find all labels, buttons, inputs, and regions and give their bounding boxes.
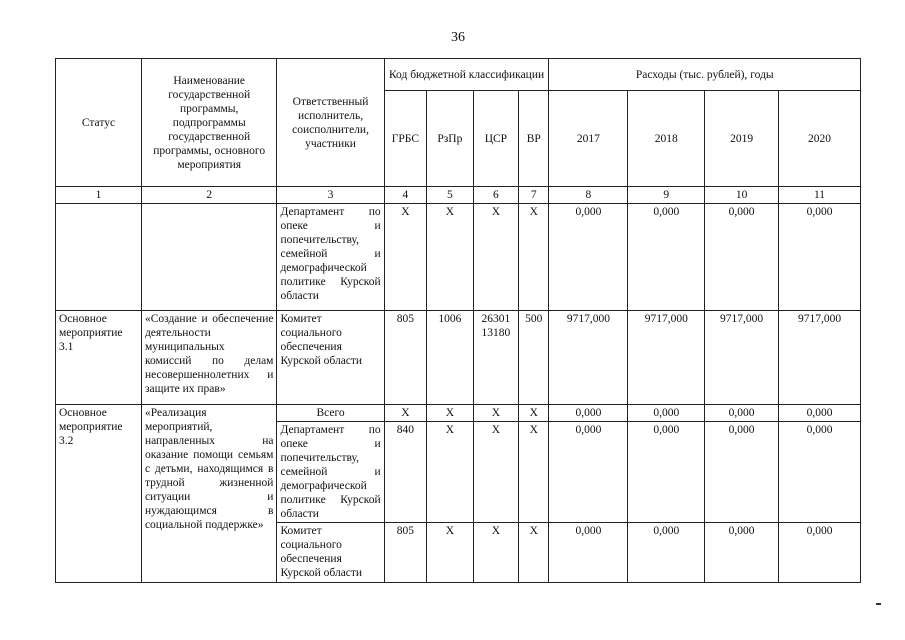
value-2019: 0,000 xyxy=(705,523,779,583)
responsible-cell: Всего xyxy=(277,405,384,422)
header-grbs: ГРБС xyxy=(384,91,426,187)
col-number: 4 xyxy=(384,187,426,204)
header-rzpr: РзПр xyxy=(427,91,474,187)
table-row xyxy=(56,311,861,405)
header-vr: ВР xyxy=(519,91,549,187)
col-number: 6 xyxy=(473,187,519,204)
vr-cell: Х xyxy=(519,523,549,583)
value-2020: 0,000 xyxy=(779,204,861,311)
header-year-2019: 2019 xyxy=(705,91,779,187)
col-number: 2 xyxy=(141,187,277,204)
responsible-cell: Комитет социального обеспечения Курской области xyxy=(277,523,384,583)
value-2018: 9717,000 xyxy=(628,311,705,405)
header-budget-code: Код бюджетной классификации xyxy=(384,59,549,91)
responsible-cell: Департамент по опеке и попечительству, семейной и демографической политике Курской области xyxy=(277,204,384,311)
name-cell: «Реализация мероприятий, направленных на оказание помощи семьям с детьми, находящимся в трудной жизненной ситуации и нуждающимся в социальной поддержке» xyxy=(141,405,277,583)
header-responsible: Ответственный исполнитель, соисполнители, участники xyxy=(277,59,384,187)
col-number: 9 xyxy=(628,187,705,204)
grbs-cell: 805 xyxy=(384,523,426,583)
col-number: 3 xyxy=(277,187,384,204)
value-2017: 0,000 xyxy=(549,405,628,422)
col-number: 1 xyxy=(56,187,142,204)
budget-table xyxy=(55,58,861,583)
value-2017: 0,000 xyxy=(549,422,628,523)
header-expenses: Расходы (тыс. рублей), годы xyxy=(549,59,861,91)
header-name: Наименование государственной программы, подпрограммы государственной программы, основного мероприятия xyxy=(141,59,277,187)
value-2017: 9717,000 xyxy=(549,311,628,405)
value-2018: 0,000 xyxy=(628,422,705,523)
rzpr-cell: Х xyxy=(427,422,474,523)
col-number: 7 xyxy=(519,187,549,204)
page-number: 36 xyxy=(451,30,465,45)
responsible-cell: Департамент по опеке и попечительству, семейной и демографической политике Курской области xyxy=(277,422,384,523)
header-status: Статус xyxy=(56,59,142,187)
value-2019: 9717,000 xyxy=(705,311,779,405)
csr-line-1: 26301 xyxy=(481,313,511,325)
value-2019: 0,000 xyxy=(705,405,779,422)
header-year-2020: 2020 xyxy=(779,91,861,187)
csr-cell: Х xyxy=(473,405,519,422)
value-2020: 0,000 xyxy=(779,405,861,422)
col-number: 11 xyxy=(779,187,861,204)
value-2018: 0,000 xyxy=(628,523,705,583)
value-2019: 0,000 xyxy=(705,204,779,311)
vr-cell: Х xyxy=(519,405,549,422)
col-number: 10 xyxy=(705,187,779,204)
csr-cell: Х xyxy=(473,422,519,523)
column-numbers-row xyxy=(56,187,861,204)
grbs-cell: 840 xyxy=(384,422,426,523)
csr-cell: Х xyxy=(473,204,519,311)
header-year-2017: 2017 xyxy=(549,91,628,187)
csr-line-2: 13180 xyxy=(481,327,511,339)
grbs-cell: 805 xyxy=(384,311,426,405)
value-2018: 0,000 xyxy=(628,405,705,422)
header-year-2018: 2018 xyxy=(628,91,705,187)
name-cell: «Создание и обеспечение деятельности муниципальных комиссий по делам несовершеннолетних и защите их прав» xyxy=(141,311,277,405)
header-csr: ЦСР xyxy=(473,91,519,187)
name-cell xyxy=(141,204,277,311)
grbs-cell: Х xyxy=(384,204,426,311)
col-number: 5 xyxy=(427,187,474,204)
status-cell xyxy=(56,204,142,311)
scan-mark xyxy=(876,603,881,605)
status-cell: Основное мероприятие 3.1 xyxy=(56,311,142,405)
rzpr-cell: 1006 xyxy=(427,311,474,405)
value-2018: 0,000 xyxy=(628,204,705,311)
header-row-1 xyxy=(56,59,861,91)
value-2020: 0,000 xyxy=(779,422,861,523)
rzpr-cell: Х xyxy=(427,523,474,583)
rzpr-cell: Х xyxy=(427,204,474,311)
value-2019: 0,000 xyxy=(705,422,779,523)
csr-cell: Х xyxy=(473,523,519,583)
value-2017: 0,000 xyxy=(549,523,628,583)
responsible-cell: Комитет социального обеспечения Курской области xyxy=(277,311,384,405)
vr-cell: Х xyxy=(519,422,549,523)
value-2020: 0,000 xyxy=(779,523,861,583)
vr-cell: Х xyxy=(519,204,549,311)
csr-cell xyxy=(473,311,519,405)
table-row xyxy=(56,204,861,311)
grbs-cell: Х xyxy=(384,405,426,422)
table-row xyxy=(56,405,861,422)
rzpr-cell: Х xyxy=(427,405,474,422)
status-cell: Основное мероприятие 3.2 xyxy=(56,405,142,583)
value-2017: 0,000 xyxy=(549,204,628,311)
vr-cell: 500 xyxy=(519,311,549,405)
col-number: 8 xyxy=(549,187,628,204)
value-2020: 9717,000 xyxy=(779,311,861,405)
